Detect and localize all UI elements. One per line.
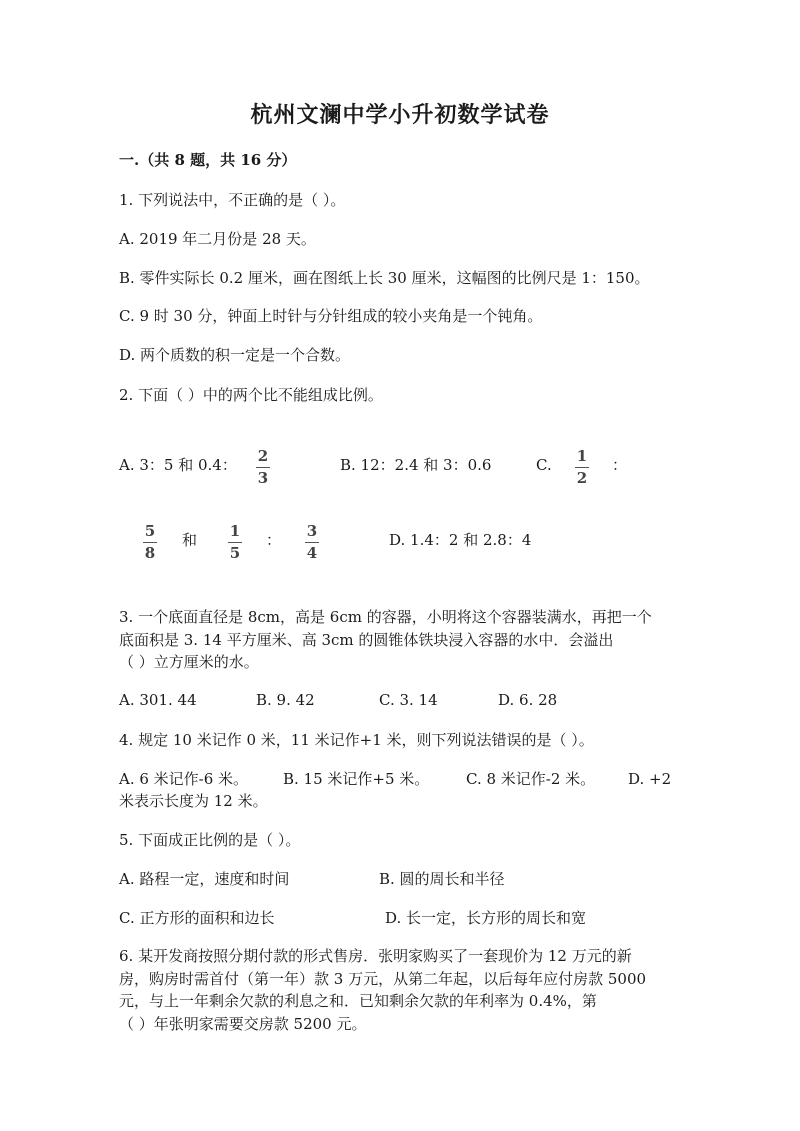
question-4-option-d[interactable]: D. +2 bbox=[628, 770, 672, 788]
question-3-stem-line2: 底面积是 3. 14 平方厘米、高 3cm 的圆锥体铁块浸入容器的水中．会溢出 bbox=[119, 631, 614, 649]
question-3-option-c[interactable]: C. 3. 14 bbox=[379, 691, 438, 709]
fraction-numerator: 1 bbox=[229, 522, 241, 540]
ratio-colon: ： bbox=[266, 531, 282, 549]
fraction-3-4 bbox=[305, 523, 319, 561]
question-4-option-b[interactable]: B. 15 米记作+5 米。 bbox=[283, 770, 430, 788]
question-4-stem: 4. 规定 10 米记作 0 米，11 米记作+1 米，则下列说法错误的是（ ）。 bbox=[119, 731, 594, 749]
question-1-option-c[interactable]: C. 9 时 30 分，钟面上时针与分针组成的较小夹角是一个钝角。 bbox=[119, 307, 543, 325]
question-5-option-b[interactable]: B. 圆的周长和半径 bbox=[379, 870, 505, 888]
question-6-stem-line2: 房，购房时需首付（第一年）款 3 万元，从第二年起，以后每年应付房款 5000 bbox=[119, 970, 647, 988]
conjunction-and: 和 bbox=[182, 531, 198, 549]
fraction-denominator: 2 bbox=[576, 469, 588, 487]
question-6-stem-line4: （ ）年张明家需要交房款 5200 元。 bbox=[119, 1015, 367, 1033]
ratio-colon: ： bbox=[612, 456, 628, 474]
fraction-bar bbox=[575, 467, 589, 468]
fraction-5-8 bbox=[143, 523, 157, 561]
question-3-option-a[interactable]: A. 301. 44 bbox=[119, 691, 197, 709]
fraction-bar bbox=[305, 542, 319, 543]
question-6-stem-line3: 元，与上一年剩余欠款的利息之和．已知剩余欠款的年利率为 0.4%，第 bbox=[119, 992, 597, 1010]
fraction-numerator: 2 bbox=[257, 447, 269, 465]
question-6-stem-line1: 6. 某开发商按照分期付款的形式售房．张明家购买了一套现价为 12 万元的新 bbox=[119, 947, 632, 965]
fraction-denominator: 8 bbox=[144, 544, 156, 562]
question-5-option-a[interactable]: A. 路程一定，速度和时间 bbox=[119, 870, 290, 888]
section-header: 一.（共 8 题，共 16 分） bbox=[119, 151, 297, 169]
fraction-denominator: 3 bbox=[257, 469, 269, 487]
question-5-stem: 5. 下面成正比例的是（ ）。 bbox=[119, 831, 301, 849]
question-2-stem: 2. 下面（ ）中的两个比不能组成比例。 bbox=[119, 386, 383, 404]
question-3-stem-line3: （ ）立方厘米的水。 bbox=[119, 653, 259, 671]
fraction-2-3 bbox=[256, 448, 270, 486]
question-3-stem-line1: 3. 一个底面直径是 8cm，高是 6cm 的容器，小明将这个容器装满水，再把一个 bbox=[119, 608, 652, 626]
fraction-numerator: 3 bbox=[306, 522, 318, 540]
question-2-option-a[interactable]: A. 3：5 和 0.4： bbox=[119, 456, 237, 474]
fraction-bar bbox=[228, 542, 242, 543]
fraction-bar bbox=[256, 467, 270, 468]
question-1-option-d[interactable]: D. 两个质数的积一定是一个合数。 bbox=[119, 346, 351, 364]
fraction-1-5 bbox=[228, 523, 242, 561]
question-3-option-b[interactable]: B. 9. 42 bbox=[256, 691, 315, 709]
fraction-1-2 bbox=[575, 448, 589, 486]
page-title: 杭州文澜中学小升初数学试卷 bbox=[250, 102, 550, 128]
fraction-numerator: 5 bbox=[144, 522, 156, 540]
question-1-option-b[interactable]: B. 零件实际长 0.2 厘米，画在图纸上长 30 厘米，这幅图的比例尺是 1：150。 bbox=[119, 269, 650, 287]
question-1-stem: 1. 下列说法中，不正确的是（ ）。 bbox=[119, 191, 346, 209]
question-4-option-a[interactable]: A. 6 米记作-6 米。 bbox=[119, 770, 249, 788]
question-3-option-d[interactable]: D. 6. 28 bbox=[498, 691, 558, 709]
fraction-numerator: 1 bbox=[576, 447, 588, 465]
question-2-option-c[interactable]: C. bbox=[536, 456, 552, 474]
question-4-option-d-continued: 米表示长度为 12 米。 bbox=[119, 792, 268, 810]
question-5-option-d[interactable]: D. 长一定，长方形的周长和宽 bbox=[385, 909, 587, 927]
question-4-option-c[interactable]: C. 8 米记作-2 米。 bbox=[466, 770, 596, 788]
question-2-option-d[interactable]: D. 1.4：2 和 2.8：4 bbox=[389, 531, 532, 549]
fraction-denominator: 5 bbox=[229, 544, 241, 562]
question-1-option-a[interactable]: A. 2019 年二月份是 28 天。 bbox=[119, 230, 316, 248]
fraction-denominator: 4 bbox=[306, 544, 318, 562]
question-5-option-c[interactable]: C. 正方形的面积和边长 bbox=[119, 909, 275, 927]
fraction-bar bbox=[143, 542, 157, 543]
question-2-option-b[interactable]: B. 12：2.4 和 3：0.6 bbox=[340, 456, 492, 474]
